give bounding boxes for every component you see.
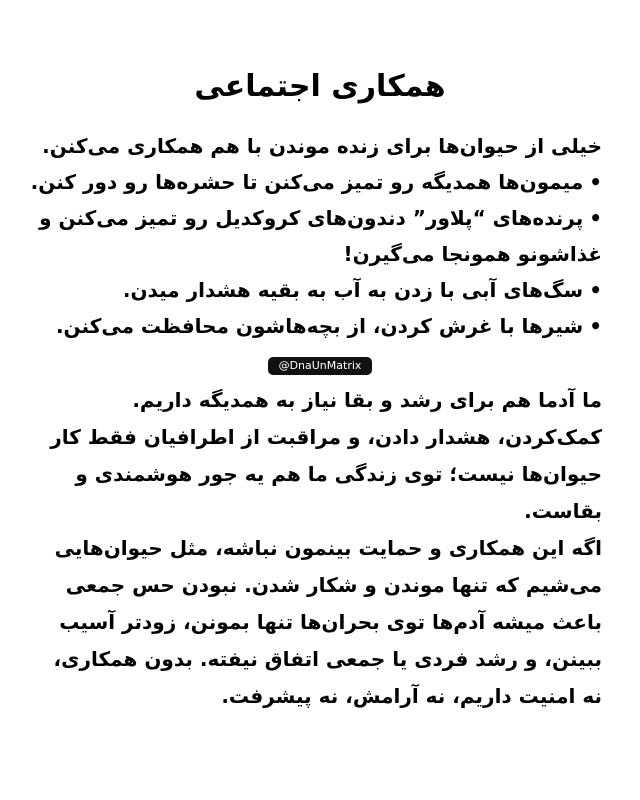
bullet-icon: • [589, 278, 602, 302]
list-item [30, 200, 602, 272]
paragraph-1: ما آدما هم برای رشد و بقا نیاز به همدیگه داریم. کمک‌کردن، هشدار دادن، و مراقبت از اطرافیان فقط کار حیوان‌ها نیست؛ توی زندگی ما هم یه جور هوشمندی و بقاست. [50, 388, 602, 523]
list-item [30, 272, 602, 308]
animal-examples-list [30, 164, 602, 344]
list-item-text: شیرها با غرش کردن، از بچه‌هاشون محافظت می‌کنن. [55, 314, 584, 338]
body-text [30, 382, 602, 715]
paragraph-2: اگه این همکاری و حمایت بینمون نباشه، مثل حیوان‌هایی می‌شیم که تنها موندن و شکار شدن. نبودن حس جمعی باعث میشه آدم‌ها توی بحران‌ها تنها بمونن، زودتر آسیب ببینن، و رشد فردی یا جمعی اتفاق نیفته. بدون همکاری، نه امنیت داریم، نه آرامش، نه پیشرفت. [53, 536, 602, 708]
bullet-icon: • [589, 314, 602, 338]
intro-text: خیلی از حیوان‌ها برای زنده موندن با هم همکاری می‌کنن. [42, 134, 602, 158]
list-item-text: پرنده‌های “پلاور” دندون‌های کروکدیل رو تمیز می‌کنن و غذاشونو همونجا می‌گیرن! [39, 206, 602, 266]
list-item [30, 164, 602, 200]
page-title: همکاری اجتماعی [194, 69, 446, 104]
bullet-icon: • [589, 170, 602, 194]
watermark-badge: @DnaUnMatrix [268, 357, 372, 375]
list-item [30, 308, 602, 344]
bullet-icon: • [589, 206, 602, 230]
list-item-text: میمون‌ها همدیگه رو تمیز می‌کنن تا حشره‌ها رو دور کنن. [30, 170, 584, 194]
list-item-text: سگ‌های آبی با زدن به آب به بقیه هشدار میدن. [122, 278, 584, 302]
